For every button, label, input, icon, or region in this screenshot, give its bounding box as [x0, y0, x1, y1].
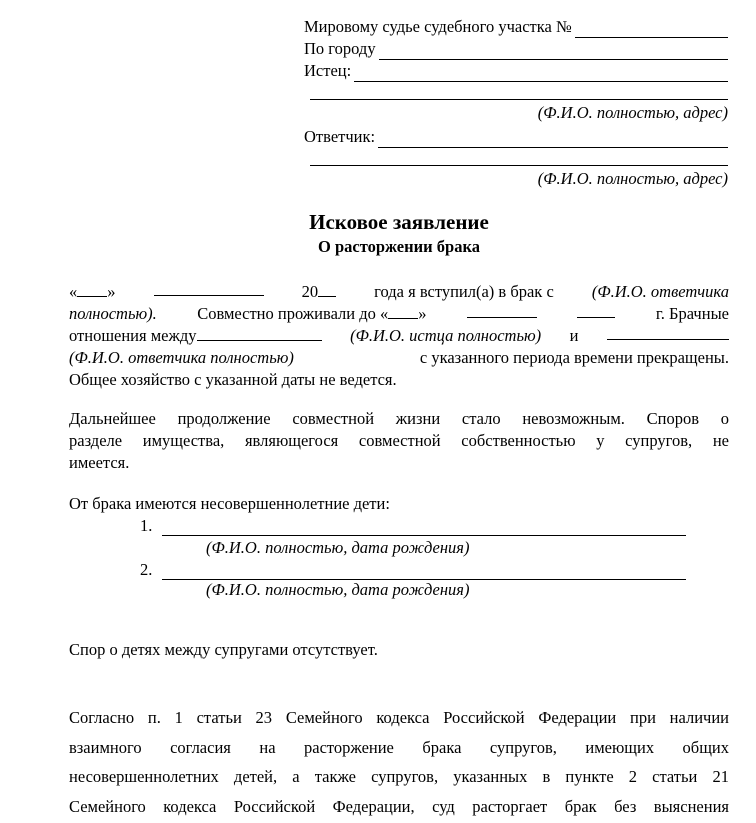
- and-text: и: [569, 326, 579, 345]
- para2-line2: разделе имущества, являющегося совместной собственностью у супругов, не: [69, 431, 729, 450]
- para4-line4: Семейного кодекса Российской Федерации, суд расторгает брак без выяснения: [69, 796, 729, 816]
- terminated-text: с указанного периода времени прекращены.: [419, 348, 729, 367]
- plaintiff-blank-2: [310, 98, 728, 100]
- city-blank: [379, 43, 728, 60]
- child-caption: (Ф.И.О. полностью, дата рождения): [206, 580, 470, 599]
- month-blank: [154, 281, 264, 296]
- child-number: 2.: [140, 560, 153, 579]
- defendant-label: Ответчик:: [304, 127, 376, 146]
- quote-close: »: [107, 282, 116, 301]
- addressee-block: [304, 16, 728, 190]
- cohabited-text: Совместно проживали до «: [197, 304, 389, 323]
- plaintiff-name-hint: (Ф.И.О. истца полностью): [350, 326, 542, 345]
- child-caption: (Ф.И.О. полностью, дата рождения): [206, 538, 470, 557]
- child-blank: [162, 565, 686, 580]
- para4-line1: Согласно п. 1 статьи 23 Семейного кодекса Российской Федерации при наличии: [69, 708, 729, 727]
- defendant-name-blank: [607, 325, 729, 340]
- defendant-blank: [378, 131, 728, 148]
- household-text: Общее хозяйство с указанной даты не ведется.: [69, 370, 397, 389]
- para2-line3: имеется.: [69, 453, 130, 472]
- para2-line1: Дальнейшее продолжение совместной жизни стало невозможным. Споров о: [69, 409, 729, 428]
- year-prefix: 20: [301, 282, 319, 301]
- day-blank: [77, 282, 107, 297]
- para4-line2: взаимного согласия на расторжение брака супругов, имеющих общих: [69, 737, 729, 757]
- plaintiff-name-blank: [197, 326, 322, 341]
- document-subtitle: О расторжении брака: [318, 237, 480, 256]
- plaintiff-blank: [354, 65, 728, 82]
- no-dispute-paragraph: Спор о детях между супругами отсутствует.: [69, 640, 378, 659]
- quote-close-2: »: [418, 304, 427, 323]
- children-intro: От брака имеются несовершеннолетние дети:: [69, 494, 390, 513]
- child-row-1: [140, 516, 686, 536]
- defendant-name-hint-2: (Ф.И.О. ответчика полностью): [69, 348, 294, 367]
- child-number: 1.: [140, 516, 153, 535]
- para4-line3: несовершеннолетних детей, а также супругов, указанных в пункте 2 статьи 21: [69, 767, 729, 786]
- cohabit-day-blank: [388, 304, 418, 319]
- year-blank: [318, 282, 336, 297]
- city-label: По городу: [304, 39, 376, 58]
- marriage-paragraph: [69, 281, 729, 391]
- marriage-text: года я вступил(а) в брак с: [374, 282, 554, 301]
- judge-number-blank: [575, 21, 728, 38]
- defendant-blank-2: [310, 164, 728, 166]
- quote-open: «: [69, 282, 78, 301]
- relations-text: г. Брачные: [655, 304, 729, 323]
- cohabit-year-blank: [577, 303, 615, 318]
- judge-label: Мировому судье судебного участка №: [304, 17, 572, 36]
- defendant-caption: (Ф.И.О. полностью, адрес): [537, 169, 728, 188]
- defendant-name-hint: (Ф.И.О. ответчика: [591, 282, 729, 301]
- document-title: Исковое заявление: [309, 210, 489, 234]
- relations-between-text: отношения между: [69, 326, 197, 345]
- family-code-paragraph: [69, 703, 729, 821]
- plaintiff-label: Истец:: [304, 61, 352, 80]
- defendant-name-hint-end: полностью).: [69, 304, 157, 323]
- child-blank: [162, 521, 686, 536]
- child-row-2: [140, 560, 686, 580]
- plaintiff-caption: (Ф.И.О. полностью, адрес): [537, 103, 728, 122]
- cohabit-month-blank: [467, 303, 537, 318]
- impossibility-paragraph: [69, 408, 729, 474]
